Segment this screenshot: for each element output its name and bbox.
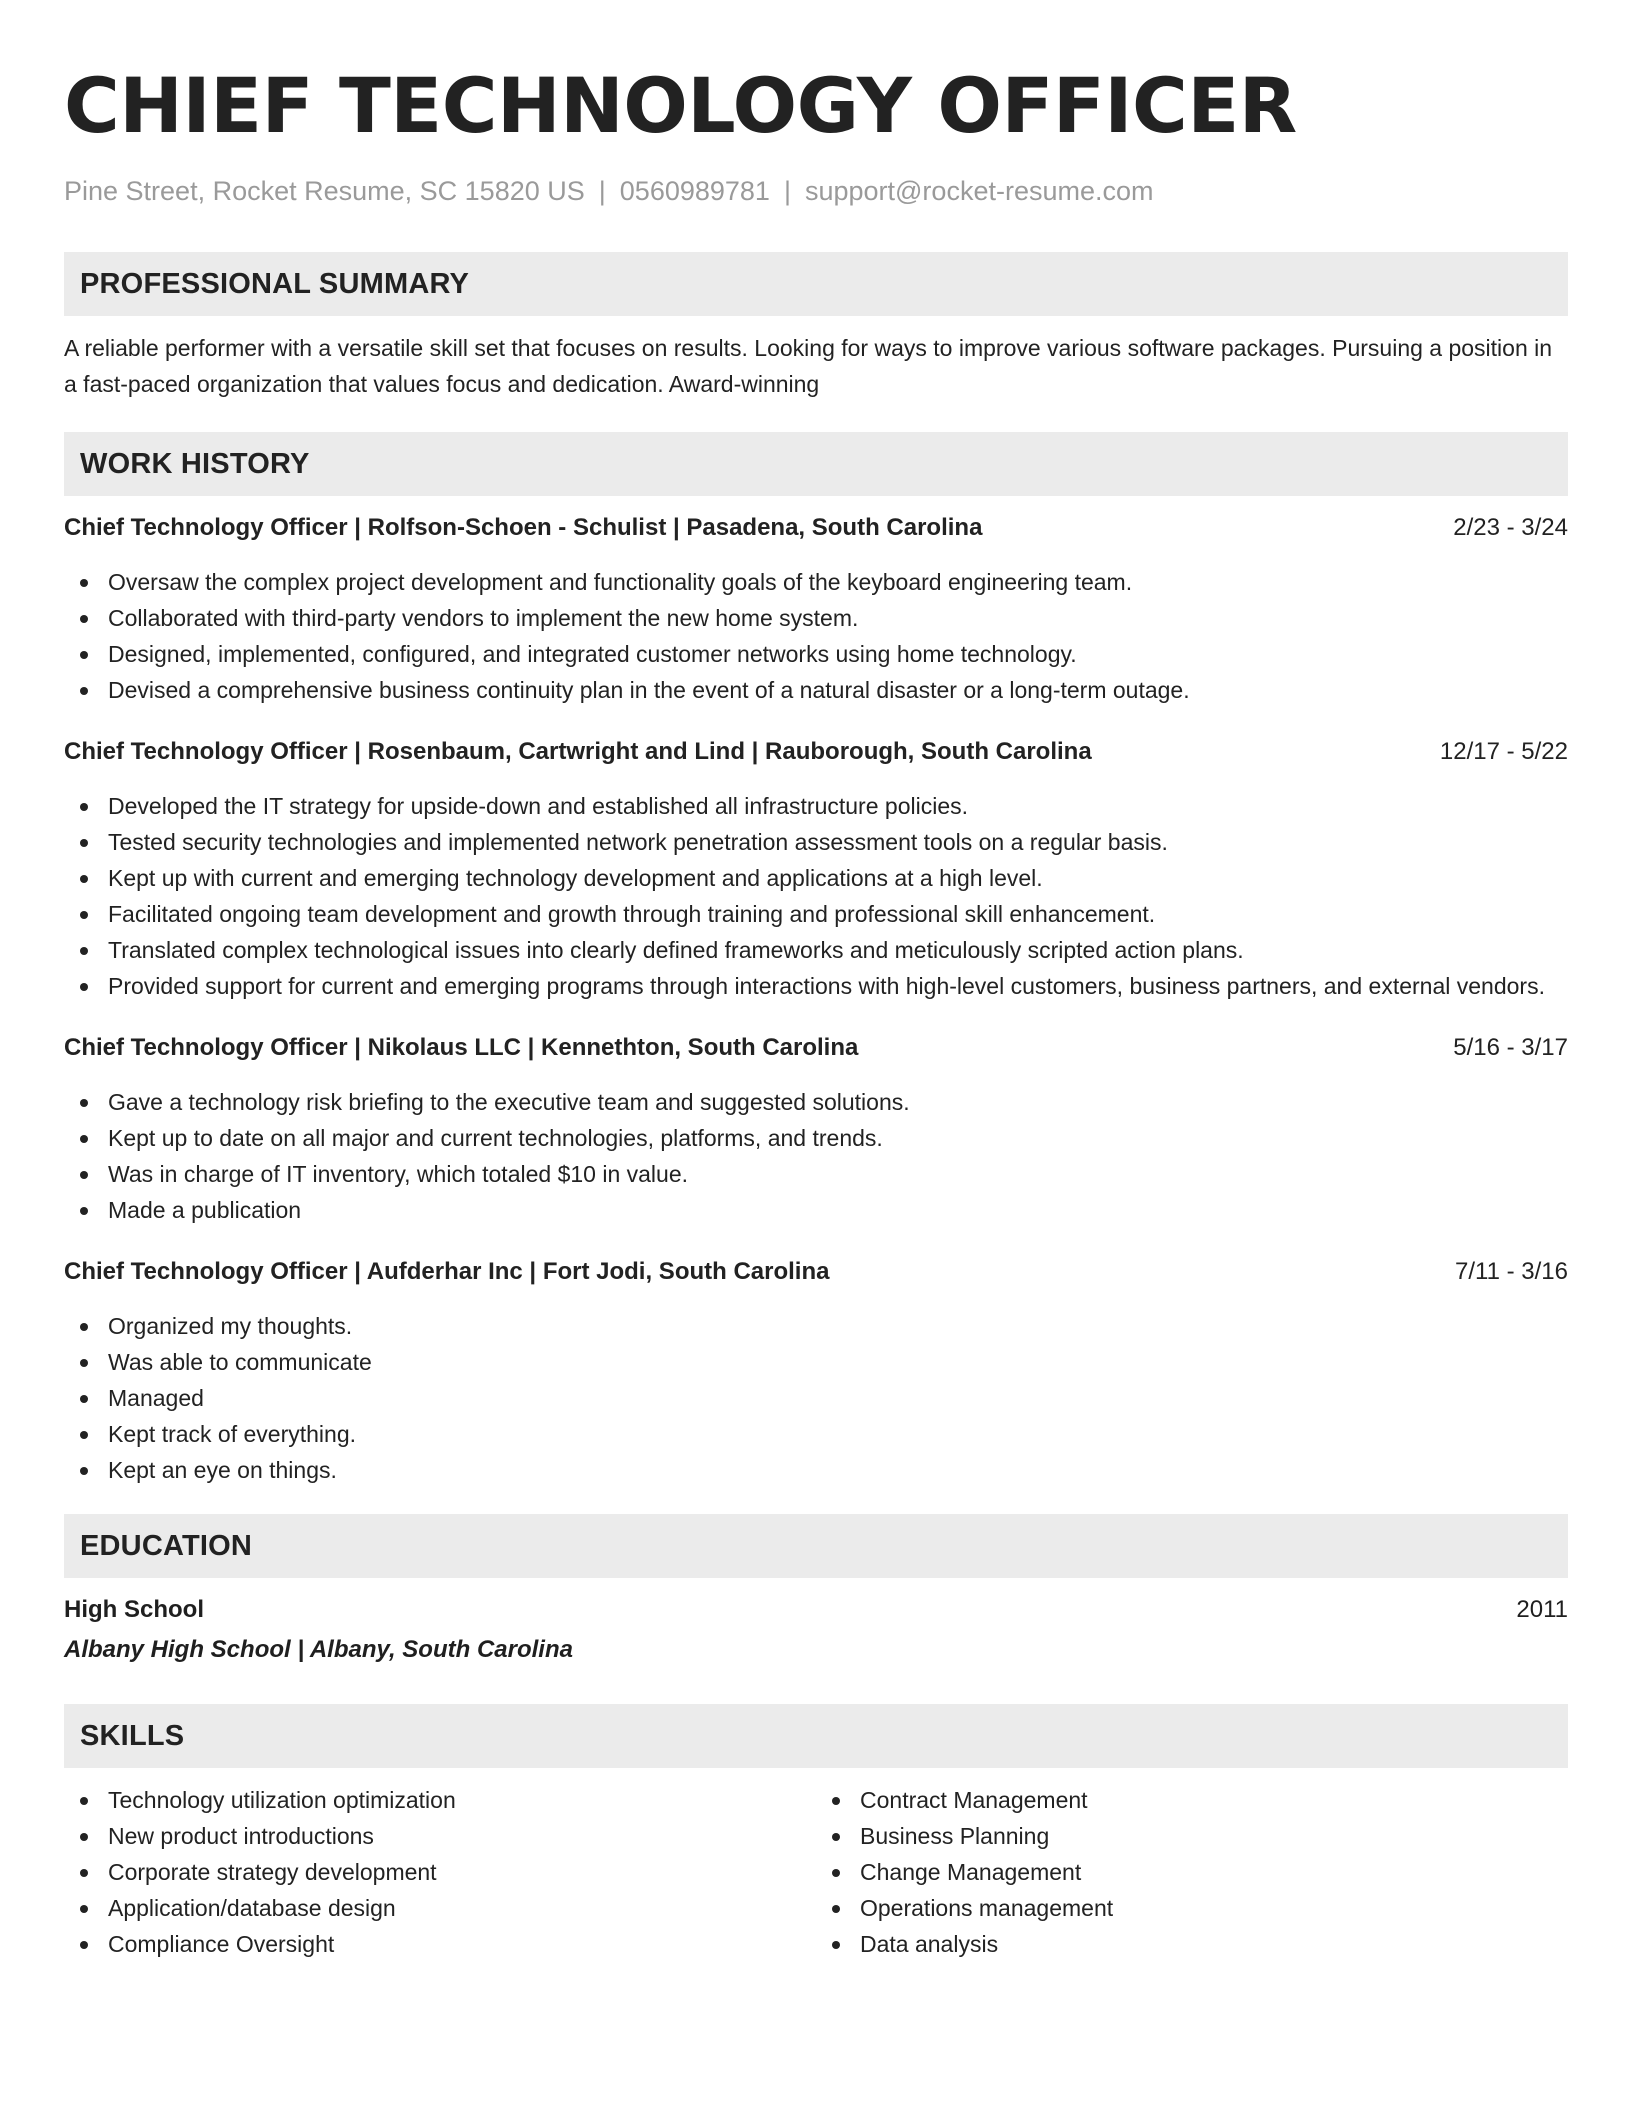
skill-item: Contract Management <box>816 1782 1568 1818</box>
skills-column-left <box>64 1782 816 1962</box>
job-bullets <box>64 1084 1568 1228</box>
contact-separator: | <box>598 176 606 206</box>
skills-list <box>816 1782 1568 1962</box>
job-entry <box>64 1254 1568 1488</box>
education-school: Albany High School | Albany, South Carolina <box>64 1636 573 1663</box>
job-bullet: Kept up with current and emerging technology development and applications at a high level. <box>64 860 1568 896</box>
job-header <box>64 734 1568 770</box>
resume-title: CHIEF TECHNOLOGY OFFICER <box>64 61 1297 150</box>
job-header <box>64 510 1568 546</box>
job-dates: 2/23 - 3/24 <box>1453 514 1568 541</box>
skills-list <box>64 1782 816 1962</box>
skills-grid <box>64 1782 1568 1962</box>
skill-item: Compliance Oversight <box>64 1926 816 1962</box>
contact-phone: 0560989781 <box>619 176 770 206</box>
job-bullet: Devised a comprehensive business continuity plan in the event of a natural disaster or a long-term outage. <box>64 672 1568 708</box>
job-header <box>64 1254 1568 1290</box>
section-heading-summary: PROFESSIONAL SUMMARY <box>64 252 1568 316</box>
skill-item: Technology utilization optimization <box>64 1782 816 1818</box>
job-bullet: Was able to communicate <box>64 1344 1568 1380</box>
skill-item: Operations management <box>816 1890 1568 1926</box>
job-dates: 12/17 - 5/22 <box>1439 738 1568 765</box>
education-entry <box>64 1592 1568 1668</box>
job-entry <box>64 734 1568 1004</box>
job-bullet: Kept an eye on things. <box>64 1452 1568 1488</box>
job-bullet: Developed the IT strategy for upside-down and established all infrastructure policies. <box>64 788 1568 824</box>
job-title: Chief Technology Officer | Aufderhar Inc | Fort Jodi, South Carolina <box>64 1258 830 1285</box>
job-bullet: Gave a technology risk briefing to the executive team and suggested solutions. <box>64 1084 1568 1120</box>
section-heading-education: EDUCATION <box>64 1514 1568 1578</box>
job-bullet: Tested security technologies and implemented network penetration assessment tools on a regular basis. <box>64 824 1568 860</box>
job-bullet: Was in charge of IT inventory, which totaled $10 in value. <box>64 1156 1568 1192</box>
job-bullets <box>64 788 1568 1004</box>
skill-item: Change Management <box>816 1854 1568 1890</box>
section-heading-skills: SKILLS <box>64 1704 1568 1768</box>
job-bullet: Oversaw the complex project development and functionality goals of the keyboard engineering team. <box>64 564 1568 600</box>
skill-item: Business Planning <box>816 1818 1568 1854</box>
job-bullet: Kept track of everything. <box>64 1416 1568 1452</box>
skill-item: Corporate strategy development <box>64 1854 816 1890</box>
summary-text: A reliable performer with a versatile skill set that focuses on results. Looking for ways to improve various software packages. Pursuing a position in a fast-paced organization that values focus and dedication. Award-winning <box>64 335 1553 397</box>
education-degree: High School <box>64 1596 204 1623</box>
section-heading-work-history: WORK HISTORY <box>64 432 1568 496</box>
skill-item: Application/database design <box>64 1890 816 1926</box>
job-bullet: Translated complex technological issues into clearly defined frameworks and meticulously scripted action plans. <box>64 932 1568 968</box>
job-bullets <box>64 564 1568 708</box>
job-bullets <box>64 1308 1568 1488</box>
job-title: Chief Technology Officer | Rolfson-Schoen - Schulist | Pasadena, South Carolina <box>64 514 983 541</box>
job-bullet: Designed, implemented, configured, and integrated customer networks using home technology. <box>64 636 1568 672</box>
job-entry <box>64 510 1568 708</box>
skill-item: New product introductions <box>64 1818 816 1854</box>
job-bullet: Provided support for current and emerging programs through interactions with high-level customers, business partners, and external vendors. <box>64 968 1568 1004</box>
job-bullet: Made a publication <box>64 1192 1568 1228</box>
skills-column-right <box>816 1782 1568 1962</box>
job-title: Chief Technology Officer | Nikolaus LLC | Kennethton, South Carolina <box>64 1034 859 1061</box>
contact-address: Pine Street, Rocket Resume, SC 15820 US <box>64 176 585 206</box>
job-title: Chief Technology Officer | Rosenbaum, Cartwright and Lind | Rauborough, South Carolina <box>64 738 1092 765</box>
education-header <box>64 1592 1568 1628</box>
job-bullet: Collaborated with third-party vendors to implement the new home system. <box>64 600 1568 636</box>
job-bullet: Managed <box>64 1380 1568 1416</box>
education-year: 2011 <box>1516 1596 1568 1623</box>
job-bullet: Kept up to date on all major and current technologies, platforms, and trends. <box>64 1120 1568 1156</box>
job-header <box>64 1030 1568 1066</box>
job-entry <box>64 1030 1568 1228</box>
skill-item: Data analysis <box>816 1926 1568 1962</box>
job-dates: 5/16 - 3/17 <box>1453 1034 1568 1061</box>
job-bullet: Organized my thoughts. <box>64 1308 1568 1344</box>
contact-email: support@rocket-resume.com <box>804 176 1154 206</box>
job-bullet: Facilitated ongoing team development and growth through training and professional skill enhancement. <box>64 896 1568 932</box>
contact-separator: | <box>783 176 791 206</box>
job-dates: 7/11 - 3/16 <box>1455 1258 1568 1285</box>
contact-line <box>64 174 1568 208</box>
